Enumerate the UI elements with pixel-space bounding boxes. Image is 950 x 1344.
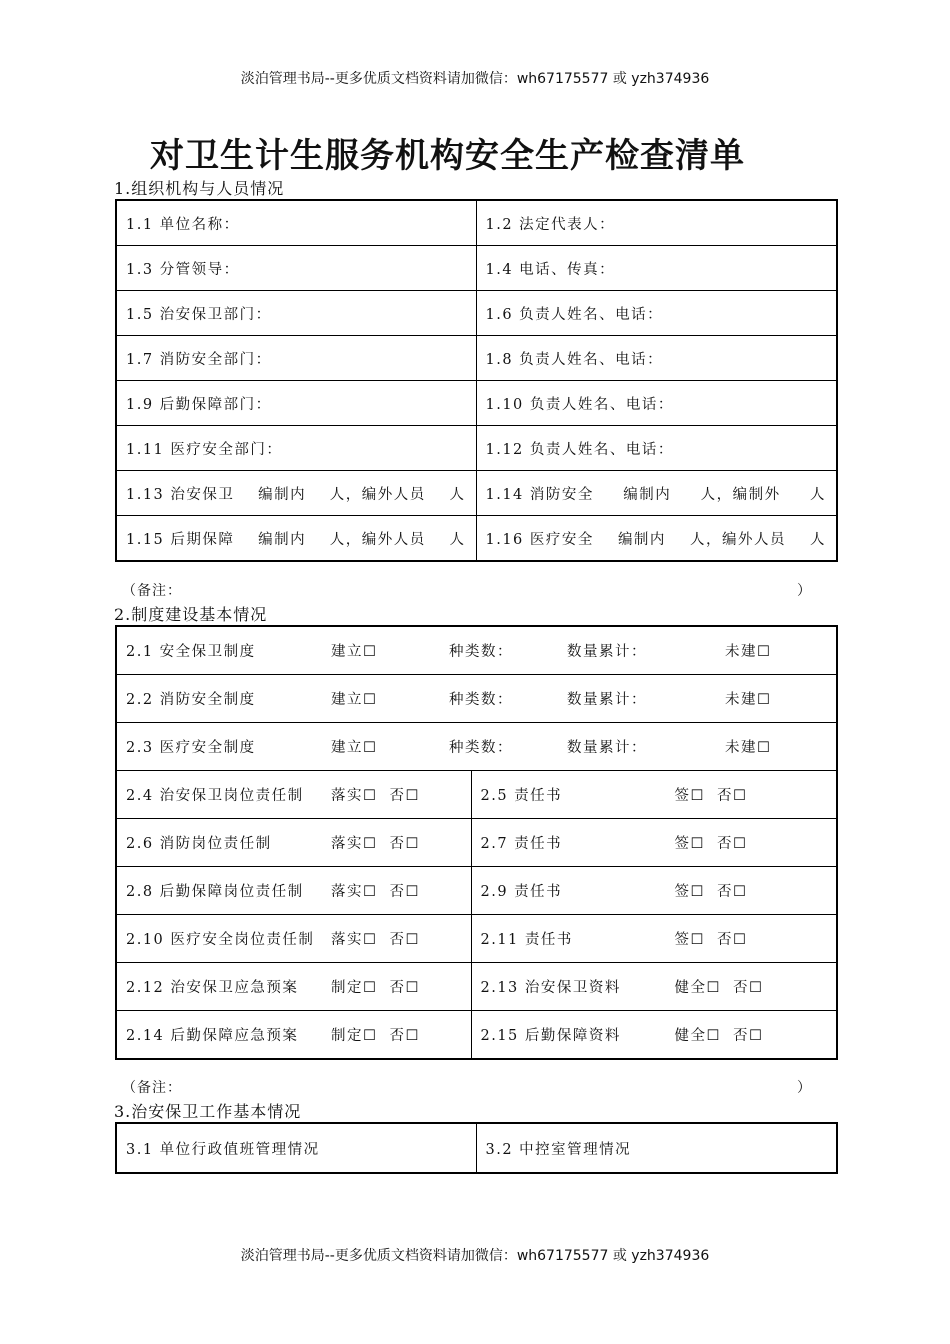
staff-external: 人，编外人员 [329, 486, 426, 503]
section1-heading: 1.组织机构与人员情况 [114, 179, 285, 198]
staff-line [126, 483, 476, 504]
table-row [116, 246, 837, 291]
count-field: 数量累计： [567, 740, 647, 756]
remark-close: ） [797, 1080, 812, 1096]
no-checkbox[interactable]: 否☐ [717, 884, 748, 900]
kinds-field: 种类数： [449, 740, 513, 756]
table-row [116, 675, 837, 723]
not-built-checkbox[interactable]: 未建☐ [725, 740, 772, 756]
table-row [116, 1123, 837, 1173]
responsibility-label: 2.8 后勤保障岗位责任制 [126, 884, 304, 900]
responsibility-label: 2.6 消防岗位责任制 [126, 836, 272, 852]
count-field: 数量累计： [567, 644, 647, 660]
section2-table [115, 625, 838, 1060]
table-row [116, 771, 837, 819]
table-row [116, 626, 837, 675]
system-row [116, 675, 837, 723]
staff-label: 1.13 治安保卫 [126, 486, 235, 503]
staff-line [486, 528, 837, 549]
responsibility-label: 2.9 责任书 [480, 884, 563, 900]
staff-label: 1.14 消防安全 [485, 486, 594, 503]
no-checkbox[interactable]: 否☐ [389, 836, 420, 852]
staff-external: 人，编外人员 [329, 531, 426, 548]
form-field[interactable]: 1.3 分管领导： [116, 246, 476, 291]
table-row [116, 1011, 837, 1060]
form-field[interactable]: 3.1 单位行政值班管理情况 [116, 1123, 476, 1173]
section3-heading: 3.治安保卫工作基本情况 [114, 1102, 302, 1121]
staff-internal: 编制内 [258, 531, 307, 548]
form-field[interactable]: 1.6 负责人姓名、电话： [476, 291, 837, 336]
no-checkbox[interactable]: 否☐ [389, 884, 420, 900]
no-checkbox[interactable]: 否☐ [717, 836, 748, 852]
responsibility-cell [116, 1011, 471, 1060]
yes-checkbox[interactable]: 签☐ [674, 788, 705, 804]
form-field[interactable]: 1.10 负责人姓名、电话： [476, 381, 837, 426]
yes-checkbox[interactable]: 落实☐ [331, 884, 378, 900]
form-field[interactable]: 1.4 电话、传真： [476, 246, 837, 291]
responsibility-label: 2.15 后勤保障资料 [480, 1028, 621, 1044]
staff-internal: 编制内 [258, 486, 307, 503]
staff-unit: 人 [449, 531, 466, 548]
yes-checkbox[interactable]: 落实☐ [331, 932, 378, 948]
system-row [116, 723, 837, 771]
table-row [116, 915, 837, 963]
table-row [116, 291, 837, 336]
no-checkbox[interactable]: 否☐ [389, 932, 420, 948]
responsibility-cell [471, 963, 837, 1011]
built-checkbox[interactable]: 建立☐ [331, 692, 378, 708]
system-label: 2.1 安全保卫制度 [126, 644, 256, 660]
staff-field[interactable] [116, 471, 476, 516]
kinds-field: 种类数： [449, 692, 513, 708]
staff-internal: 编制内 [623, 486, 672, 503]
staff-unit: 人 [809, 486, 826, 503]
no-checkbox[interactable]: 否☐ [717, 932, 748, 948]
system-label: 2.3 医疗安全制度 [126, 740, 256, 756]
yes-checkbox[interactable]: 签☐ [674, 932, 705, 948]
kinds-field: 种类数： [449, 644, 513, 660]
responsibility-cell [116, 867, 471, 915]
section3-table [115, 1122, 838, 1174]
footer-note: 淡泊管理书局--更多优质文档资料请加微信：wh67175577 或 yzh374936 [240, 1248, 710, 1264]
form-field[interactable]: 1.11 医疗安全部门： [116, 426, 476, 471]
yes-checkbox[interactable]: 落实☐ [331, 788, 378, 804]
responsibility-cell [471, 915, 837, 963]
table-row [116, 867, 837, 915]
remark-open: （备注： [122, 583, 182, 599]
staff-line [486, 483, 837, 504]
form-field[interactable]: 1.7 消防安全部门： [116, 336, 476, 381]
header-note: 淡泊管理书局--更多优质文档资料请加微信：wh67175577 或 yzh374936 [240, 71, 710, 87]
yes-checkbox[interactable]: 健全☐ [674, 1028, 721, 1044]
yes-checkbox[interactable]: 签☐ [674, 884, 705, 900]
responsibility-label: 2.7 责任书 [480, 836, 563, 852]
no-checkbox[interactable]: 否☐ [717, 788, 748, 804]
remark-open: （备注： [122, 1080, 182, 1096]
staff-internal: 编制内 [617, 531, 666, 548]
responsibility-label: 2.11 责任书 [480, 932, 573, 948]
table-row [116, 963, 837, 1011]
no-checkbox[interactable]: 否☐ [733, 1028, 764, 1044]
form-field[interactable]: 1.8 负责人姓名、电话： [476, 336, 837, 381]
system-row [116, 626, 837, 675]
responsibility-label: 2.13 治安保卫资料 [480, 980, 621, 996]
staff-external: 人，编外人员 [689, 531, 786, 548]
yes-checkbox[interactable]: 签☐ [674, 836, 705, 852]
form-field[interactable]: 1.12 负责人姓名、电话： [476, 426, 837, 471]
table-row [116, 819, 837, 867]
responsibility-label: 2.14 后勤保障应急预案 [126, 1028, 299, 1044]
no-checkbox[interactable]: 否☐ [733, 980, 764, 996]
responsibility-label: 2.12 治安保卫应急预案 [126, 980, 299, 996]
staff-line [126, 528, 476, 549]
section2-remark [122, 1077, 812, 1097]
staff-label: 1.15 后期保障 [126, 531, 235, 548]
remark-close: ） [797, 583, 812, 599]
table-row [116, 723, 837, 771]
built-checkbox[interactable]: 建立☐ [331, 740, 378, 756]
form-field[interactable]: 1.9 后勤保障部门： [116, 381, 476, 426]
table-row [116, 381, 837, 426]
form-field[interactable]: 1.5 治安保卫部门： [116, 291, 476, 336]
table-row [116, 336, 837, 381]
staff-unit: 人 [449, 486, 466, 503]
yes-checkbox[interactable]: 落实☐ [331, 836, 378, 852]
system-label: 2.2 消防安全制度 [126, 692, 256, 708]
responsibility-cell [471, 819, 837, 867]
yes-checkbox[interactable]: 制定☐ [331, 1028, 378, 1044]
staff-unit: 人 [810, 531, 826, 548]
responsibility-cell [116, 915, 471, 963]
table-row [116, 471, 837, 516]
no-checkbox[interactable]: 否☐ [389, 788, 420, 804]
yes-checkbox[interactable]: 健全☐ [674, 980, 721, 996]
no-checkbox[interactable]: 否☐ [389, 980, 420, 996]
responsibility-label: 2.10 医疗安全岗位责任制 [126, 932, 315, 948]
not-built-checkbox[interactable]: 未建☐ [725, 644, 772, 660]
staff-field[interactable] [476, 516, 837, 562]
staff-external: 人，编制外 [700, 486, 781, 503]
count-field: 数量累计： [567, 692, 647, 708]
page-title: 对卫生计生服务机构安全生产检查清单 [150, 136, 745, 176]
table-row [116, 426, 837, 471]
staff-field[interactable] [116, 516, 476, 562]
responsibility-cell [116, 771, 471, 819]
built-checkbox[interactable]: 建立☐ [331, 644, 378, 660]
staff-field[interactable] [476, 471, 837, 516]
responsibility-label: 2.5 责任书 [480, 788, 563, 804]
section1-table [115, 199, 838, 562]
responsibility-cell [471, 771, 837, 819]
no-checkbox[interactable]: 否☐ [389, 1028, 420, 1044]
form-field[interactable]: 3.2 中控室管理情况 [476, 1123, 837, 1173]
responsibility-cell [471, 867, 837, 915]
staff-label: 1.16 医疗安全 [485, 531, 594, 548]
not-built-checkbox[interactable]: 未建☐ [725, 692, 772, 708]
section1-remark [122, 580, 812, 600]
responsibility-label: 2.4 治安保卫岗位责任制 [126, 788, 304, 804]
section2-heading: 2.制度建设基本情况 [114, 605, 268, 624]
form-field[interactable]: 1.2 法定代表人： [476, 200, 837, 246]
yes-checkbox[interactable]: 制定☐ [331, 980, 378, 996]
table-row [116, 200, 837, 246]
table-row [116, 516, 837, 562]
responsibility-cell [471, 1011, 837, 1060]
responsibility-cell [116, 963, 471, 1011]
responsibility-cell [116, 819, 471, 867]
form-field[interactable]: 1.1 单位名称： [116, 200, 476, 246]
